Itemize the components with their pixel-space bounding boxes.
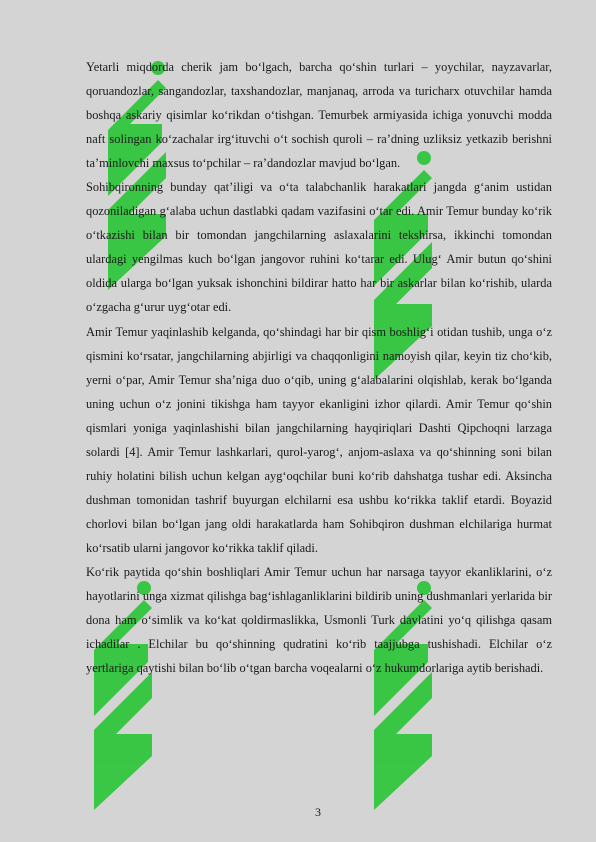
page-number: 3 <box>315 805 321 819</box>
paragraph: Sohibqironning bunday qat’iligi va o‘ta talabchanlik harakatlari jangda g‘anim ustidan qozoniladigan g‘alaba uchun dastlabki qadam vazifasini o‘tar edi. Amir Temur bunday ko‘rik o‘tkazishi bilan bir tomondan jangchilarning aslaxalarini tekshirsa, ikkinchi tomondan ulardagi yengilmas kuch bo‘lgan jangovor ruhini ko‘tarar edi. Ulug‘ Amir butun qo‘shini oldida ularga bo‘lgan yuksak ishonchini bildirar hatto har bir askarlar bilan ko‘rishib, ularda o‘zgacha g‘urur uyg‘otar edi. <box>86 180 552 315</box>
paragraph: Amir Temur yaqinlashib kelganda, qo‘shindagi har bir qism boshlig‘i otidan tushib, unga o‘z qismini ko‘rsatar, jangchilarning abjirligi va chaqqonligini namoyish qilar, keyin tiz cho‘kib, yerni o‘par, Amir Temur sha’niga duo o‘qib, uning g‘alabalarini olqishlab, kerak bo‘lganda uning uchun o‘z jonini tikishga ham tayyor ekanligini izhor qilardi. Amir Temur qo‘shin qismlari yoniga yaqinlashishi bilan jangchilarning hayqiriqlari Dashti Qipchoqni larzaga solardi [4]. Amir Temur lashkarlari, qurol-yarog‘, anjom-aslaxa va qo‘shinning soni bilan ruhiy holatini bilish uchun kelgan ayg‘oqchilar buni ko‘rib dahshatga tushar edi. Aksincha dushman tomonidan tashrif buyurgan elchilarni esa ushbu ko‘rikka taklif etardi. Boyazid chorlovi bilan bo‘lgan jang oldi harakatlarda ham Sohibqiron dushman elchilariga hurmat ko‘rsatib ularni jangovor ko‘rikka taklif qiladi. <box>86 324 552 555</box>
paragraph: Ko‘rik paytida qo‘shin boshliqlari Amir Temur uchun har narsaga tayyor ekanliklarini, o‘z hayotlarini unga xizmat qilishga bag‘ishlaganliklarini bildirib uning dushmanlari yerlarida bir dona ham o‘simlik va ko‘kat qoldirmaslikka, Usmonli Turk davlatini yo‘q qilishga qasam ichadilar . Elchilar bu qo‘shinning qudratini ko‘rib taajjubga tushishadi. Elchilar o‘z yertlariga qaytishi bilan bo‘lib o‘tgan barcha voqealarni o‘z hukumdorlariga aytib berishadi. <box>86 564 552 676</box>
paragraph: Yetarli miqdorda cherik jam bo‘lgach, barcha qo‘shin turlari – yoychilar, nayzavarlar, qoruandozlar, sangandozlar, taxshandozlar, manjanaq, arroda va turicharx otuvchilar hamda boshqa askariy qisimlar ko‘rikdan o‘tishgan. Temurbek armiyasida ichiga yonuvchi modda naft solingan ko‘zachalar irg‘ituvchi o‘t sochish quroli – ra’dning uzliksiz yetkazib berishni ta’minlovchi maxsus to‘pchilar – ra’dandozlar mavjud bo‘lgan. <box>86 60 552 171</box>
document-body <box>86 55 552 680</box>
